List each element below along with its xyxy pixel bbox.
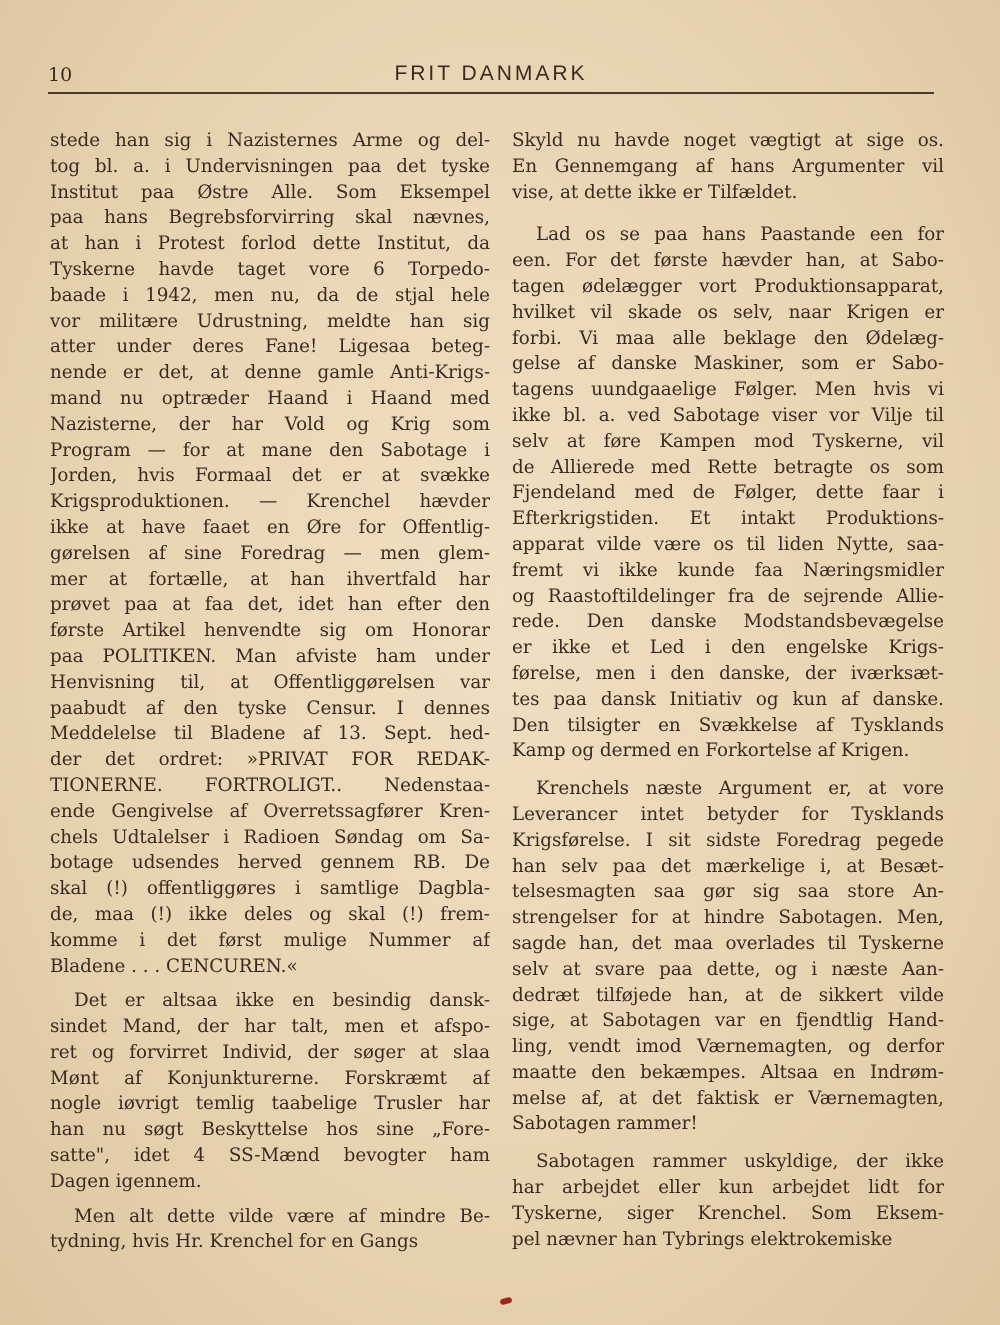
text-line: Mønt af Konjunkturerne. Forskræmt af xyxy=(50,1067,490,1089)
text-line: tes paa dansk Initiativ og kun af danske. xyxy=(512,688,944,710)
text-line: Fjendeland med de Følger, dette faar i xyxy=(512,482,944,504)
text-line: sindet Mand, der har talt, men et afspo- xyxy=(50,1016,490,1038)
text-line: melse af, at det faktisk er Værnemagten, xyxy=(512,1087,944,1109)
text-line: Efterkrigstiden. Et intakt Produktions- xyxy=(512,508,944,530)
text-line: Institut paa Østre Alle. Som Eksempel xyxy=(50,181,490,203)
text-line: Jorden, hvis Formaal det er at svække xyxy=(50,465,490,487)
right-column xyxy=(512,128,944,1252)
text-line: En Gennemgang af hans Argumenter vil xyxy=(512,155,944,177)
text-line: ret og forvirret Individ, der søger at slaa xyxy=(50,1041,490,1063)
text-line: Sabotagen rammer uskyldige, der ikke xyxy=(536,1151,944,1173)
text-line: pel nævner han Tybrings elektrokemiske xyxy=(512,1228,893,1250)
text-line: Krenchels næste Argument er, at vore xyxy=(536,778,944,800)
text-line: baade i 1942, men nu, da de stjal hele xyxy=(50,284,490,306)
text-line: paabudt af den tyske Censur. I dennes xyxy=(50,697,490,719)
text-line: de, maa (!) ikke deles og skal (!) frem- xyxy=(50,903,490,925)
text-line: og Raastoftildelinger fra de sejrende Allie- xyxy=(512,585,944,607)
text-line: satte", idet 4 SS-Mænd bevogter ham xyxy=(50,1145,490,1167)
text-line: sige, at Sabotagen var en fjendtlig Hand- xyxy=(512,1010,944,1032)
text-line: Sabotagen rammer! xyxy=(512,1113,698,1135)
text-line: hvilket vil skade os selv, naar Krigen er xyxy=(512,301,944,323)
text-line: forbi. Vi maa alle beklage den Ødelæg- xyxy=(512,327,944,349)
text-line: Den tilsigter en Svækkelse af Tysklands xyxy=(512,714,944,736)
text-line: Men alt dette vilde være af mindre Be- xyxy=(74,1205,490,1227)
text-line: selv at svare paa dette, og i næste Aan- xyxy=(512,958,944,980)
text-line: han selv paa det mærkelige i, at Besæt- xyxy=(512,855,944,877)
masthead-title: FRIT DANMARK xyxy=(394,62,588,85)
text-line: telsesmagten saa gør sig saa store An- xyxy=(512,881,944,903)
text-line: Tyskerne havde taget vore 6 Torpedo- xyxy=(50,258,490,280)
text-line: førelse, men i den danske, der iværksæt- xyxy=(512,662,944,684)
header-rule xyxy=(48,92,934,94)
text-line: Krigsførelse. I sit sidste Foredrag pegede xyxy=(512,829,944,851)
text-line: sagde han, det maa overlades til Tyskerne xyxy=(512,932,944,954)
text-line: mand nu optræder Haand i Haand med xyxy=(50,387,490,409)
text-line: tagens uundgaaelige Følger. Men hvis vi xyxy=(512,379,944,401)
left-paragraph-3 xyxy=(50,1204,490,1256)
text-line: maatte den bekæmpes. Altsaa en Indrøm- xyxy=(512,1061,944,1083)
text-line: Dagen igennem. xyxy=(50,1170,202,1192)
text-line: Henvisning til, at Offentliggørelsen var xyxy=(50,671,490,693)
text-line: første Artikel henvendte sig om Honorar xyxy=(50,620,490,642)
text-line: de Allierede med Rette betragte os som xyxy=(512,456,944,478)
text-line: selv at føre Kampen mod Tyskerne, vil xyxy=(512,430,944,452)
text-line: botage udsendes herved gennem RB. De xyxy=(50,852,490,874)
text-line: TIONERNE. FORTROLIGT.. Nedenstaa- xyxy=(50,774,490,796)
text-line: stede han sig i Nazisternes Arme og del- xyxy=(50,130,490,151)
text-line: chels Udtalelser i Radioen Søndag om Sa- xyxy=(50,826,490,848)
page-number: 10 xyxy=(48,64,73,86)
text-line: apparat vilde være os til liden Nytte, saa- xyxy=(512,533,944,555)
text-line: skal (!) offentliggøres i samtlige Dagbla- xyxy=(50,878,490,900)
text-line: een. For det første hævder han, at Sabo- xyxy=(512,250,944,272)
text-line: paa hans Begrebsforvirring skal nævnes, xyxy=(50,207,490,229)
text-line: paa POLITIKEN. Man afviste ham under xyxy=(50,645,490,667)
text-line: vor militære Udrustning, meldte han sig xyxy=(50,310,490,332)
text-line: Skyld nu havde noget vægtigt at sige os. xyxy=(512,130,944,151)
text-line: strengelser for at hindre Sabotagen. Men, xyxy=(512,907,944,929)
text-line: ikke at have faaet en Øre for Offentlig- xyxy=(50,516,490,538)
text-line: har arbejdet eller kun arbejdet lidt for xyxy=(512,1177,944,1199)
text-line: Bladene . . . CENCUREN.« xyxy=(50,955,298,977)
text-line: fremt vi ikke kunde faa Næringsmidler xyxy=(512,559,944,581)
left-paragraph-1 xyxy=(50,128,490,979)
text-line: Krigsproduktionen. — Krenchel hævder xyxy=(50,491,490,513)
right-paragraph-2 xyxy=(512,222,944,764)
text-line: nogle iøvrigt temlig taabelige Trusler har xyxy=(50,1093,490,1115)
text-line: Program — for at mane den Sabotage i xyxy=(50,439,490,461)
text-line: der det ordret: »PRIVAT FOR REDAK- xyxy=(50,749,490,771)
text-line: Lad os se paa hans Paastande een for xyxy=(536,224,944,246)
text-line: Tyskerne, siger Krenchel. Som Eksem- xyxy=(512,1202,944,1224)
text-line: tog bl. a. i Undervisningen paa det tyske xyxy=(50,155,490,177)
text-line: Kamp og dermed en Forkortelse af Krigen. xyxy=(512,740,910,762)
text-line: dedræt tilføjede han, at de sikkert vilde xyxy=(512,984,944,1006)
right-paragraph-3 xyxy=(512,776,944,1137)
left-paragraph-2 xyxy=(50,988,490,1194)
text-line: Leverancer intet betyder for Tysklands xyxy=(512,803,944,825)
text-line: mer at fortælle, at han ihvertfald har xyxy=(50,568,490,590)
page-header xyxy=(48,60,934,94)
text-line: vise, at dette ikke er Tilfældet. xyxy=(512,181,798,203)
text-line: han nu søgt Beskyttelse hos sine „Fore- xyxy=(50,1119,490,1141)
text-line: tagen ødelægger vort Produktionsapparat, xyxy=(512,275,944,297)
text-line: ende Gengivelse af Overretssagfører Kren- xyxy=(50,800,490,822)
ink-blot xyxy=(499,1297,512,1306)
right-paragraph-1 xyxy=(512,128,944,205)
text-line: ling, vendt imod Værnemagten, og derfor xyxy=(512,1036,944,1058)
text-line: Meddelelse til Bladene af 13. Sept. hed- xyxy=(50,723,490,745)
text-line: at han i Protest forlod dette Institut, da xyxy=(50,233,490,255)
text-line: ikke bl. a. ved Sabotage viser vor Vilje til xyxy=(512,404,944,426)
text-line: Nazisterne, der har Vold og Krig som xyxy=(50,413,490,435)
text-line: komme i det først mulige Nummer af xyxy=(50,929,490,951)
text-line: prøvet paa at faa det, idet han efter den xyxy=(50,594,490,616)
text-line: Det er altsaa ikke en besindig dansk- xyxy=(74,990,490,1012)
right-paragraph-4 xyxy=(512,1149,944,1252)
text-line: rede. Den danske Modstandsbevægelse xyxy=(512,611,944,633)
text-line: gørelsen af sine Foredrag — men glem- xyxy=(50,542,490,564)
text-line: tydning, hvis Hr. Krenchel for en Gangs xyxy=(50,1231,419,1253)
text-line: gelse af danske Maskiner, som er Sabo- xyxy=(512,353,944,375)
left-column xyxy=(50,128,490,1255)
text-line: atter under deres Fane! Ligesaa beteg- xyxy=(50,336,490,358)
text-line: nende er det, at denne gamle Anti-Krigs- xyxy=(50,362,490,384)
text-line: er ikke et Led i den engelske Krigs- xyxy=(512,637,944,659)
